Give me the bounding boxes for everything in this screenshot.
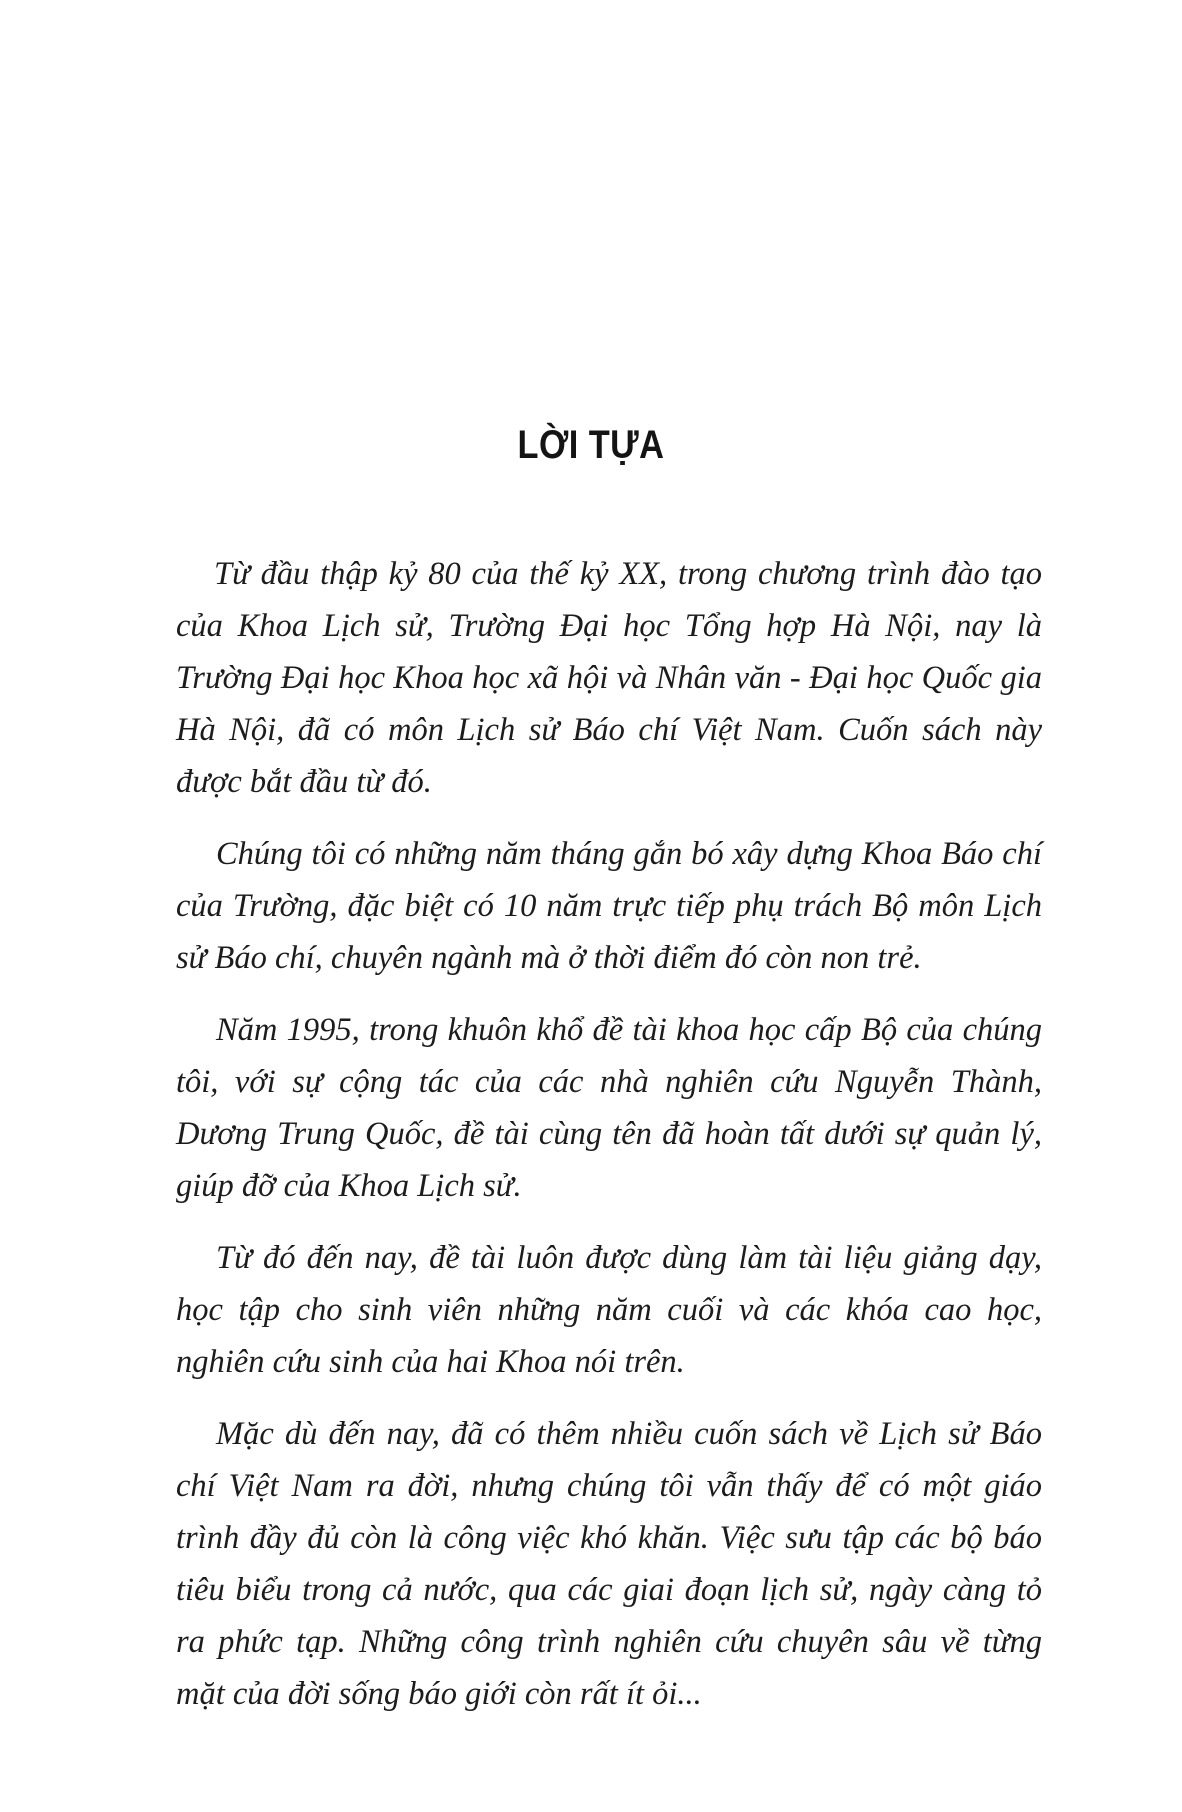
paragraph-2: Chúng tôi có những năm tháng gắn bó xây dựng Khoa Báo chí của Trường, đặc biệt có 10 năm trực tiếp phụ trách Bộ môn Lịch sử Báo chí, chuyên ngành mà ở thời điểm đó còn non trẻ. xyxy=(176,836,1042,976)
paragraph-1: Từ đầu thập kỷ 80 của thế kỷ XX, trong chương trình đào tạo của Khoa Lịch sử, Trường Đại học Tổng hợp Hà Nội, nay là Trường Đại học Khoa học xã hội và Nhân văn - Đại học Quốc gia Hà Nội, đã có môn Lịch sử Báo chí Việt Nam. Cuốn sách này được bắt đầu từ đó. xyxy=(176,556,1042,800)
preface-body xyxy=(176,548,1042,1740)
page-title: LỜI TỰA xyxy=(517,423,665,467)
paragraph-5: Mặc dù đến nay, đã có thêm nhiều cuốn sách về Lịch sử Báo chí Việt Nam ra đời, nhưng chúng tôi vẫn thấy để có một giáo trình đầy đủ còn là công việc khó khăn. Việc sưu tập các bộ báo tiêu biểu trong cả nước, qua các giai đoạn lịch sử, ngày càng tỏ ra phức tạp. Những công trình nghiên cứu chuyên sâu về từng mặt của đời sống báo giới còn rất ít ỏi... xyxy=(176,1416,1042,1712)
paragraph-4: Từ đó đến nay, đề tài luôn được dùng làm tài liệu giảng dạy, học tập cho sinh viên những năm cuối và các khóa cao học, nghiên cứu sinh của hai Khoa nói trên. xyxy=(176,1240,1042,1380)
paragraph-3: Năm 1995, trong khuôn khổ đề tài khoa học cấp Bộ của chúng tôi, với sự cộng tác của các nhà nghiên cứu Nguyễn Thành, Dương Trung Quốc, đề tài cùng tên đã hoàn tất dưới sự quản lý, giúp đỡ của Khoa Lịch sử. xyxy=(176,1012,1042,1204)
